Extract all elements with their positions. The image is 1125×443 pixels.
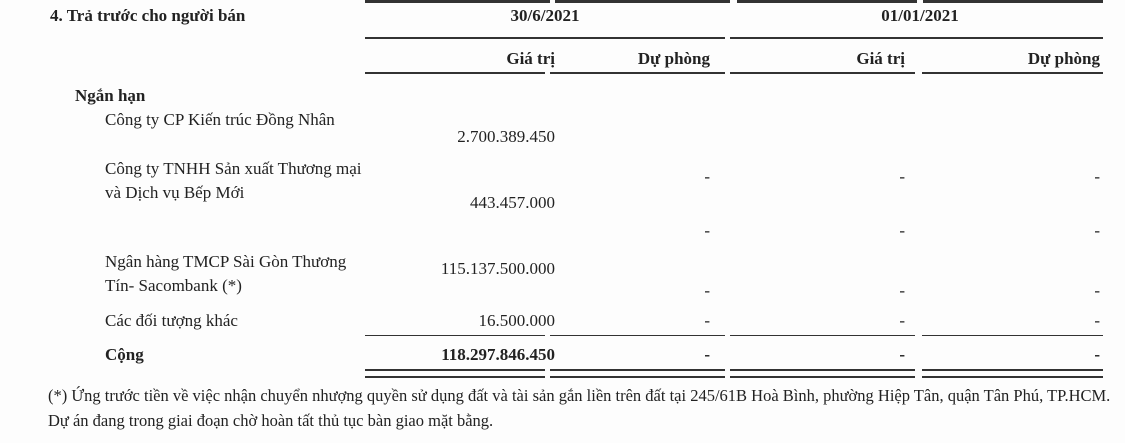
divider [730, 335, 915, 336]
divider [365, 37, 725, 39]
top-border [923, 0, 1103, 3]
cell-value: - [899, 311, 905, 330]
total-provision: - [704, 345, 710, 364]
cell-value: - [899, 281, 905, 300]
total-provision: - [1094, 345, 1100, 364]
cell-provision: - [704, 311, 710, 330]
double-underline [365, 369, 545, 378]
cell-value: 16.500.000 [478, 311, 555, 330]
divider [730, 72, 915, 74]
total-value: - [899, 345, 905, 364]
cell-value: 115.137.500.000 [440, 259, 555, 278]
divider [550, 335, 725, 336]
top-border [555, 0, 730, 3]
group-label: Ngắn hạn [75, 86, 146, 105]
section-title: 4. Trả trước cho người bán [50, 6, 246, 25]
cell-provision: - [1094, 281, 1100, 300]
row-name: Công ty TNHH Sản xuất Thương mại và Dịch vụ Bếp Mới [105, 159, 362, 202]
row-name: Công ty CP Kiến trúc Đồng Nhân [105, 110, 335, 129]
cell-value: - [899, 167, 905, 186]
cell-value: - [899, 221, 905, 240]
period-header-prior: 01/01/2021 [881, 6, 959, 25]
row-name: Ngân hàng TMCP Sài Gòn Thương Tín- Sacombank (*) [105, 252, 347, 295]
cell-provision: - [1094, 311, 1100, 330]
divider [365, 335, 545, 336]
cell-provision: - [1094, 221, 1100, 240]
double-underline [550, 369, 725, 378]
divider [922, 72, 1103, 74]
cell-provision: - [704, 281, 710, 300]
row-name: Các đối tượng khác [105, 311, 238, 330]
cell-value: 2.700.389.450 [457, 127, 555, 146]
cell-value: 443.457.000 [470, 193, 555, 212]
cell-provision: - [704, 167, 710, 186]
col-header-provision: Dự phòng [1027, 49, 1100, 68]
double-underline [730, 369, 915, 378]
divider [922, 335, 1103, 336]
divider [550, 72, 725, 74]
cell-provision: - [1094, 167, 1100, 186]
col-header-value: Giá trị [856, 49, 905, 68]
top-border [737, 0, 917, 3]
total-value: 118.297.846.450 [441, 345, 555, 364]
top-border [365, 0, 550, 3]
double-underline [922, 369, 1103, 378]
footnote: (*) Ứng trước tiền về việc nhận chuyển nhượng quyền sử dụng đất và tài sản gắn liền trên đất tại 245/61B Hoà Bình, phường Hiệp Tân, quận Tân Phú, TP.HCM. Dự án đang trong giai đoạn chờ hoàn tất thủ tục bàn giao mặt bằng. [48, 386, 1111, 430]
col-header-value: Giá trị [506, 49, 555, 68]
col-header-provision: Dự phòng [637, 49, 710, 68]
period-header-current: 30/6/2021 [510, 6, 580, 25]
divider [730, 37, 1103, 39]
divider [365, 72, 545, 74]
cell-provision: - [704, 221, 710, 240]
total-label: Cộng [105, 345, 144, 364]
